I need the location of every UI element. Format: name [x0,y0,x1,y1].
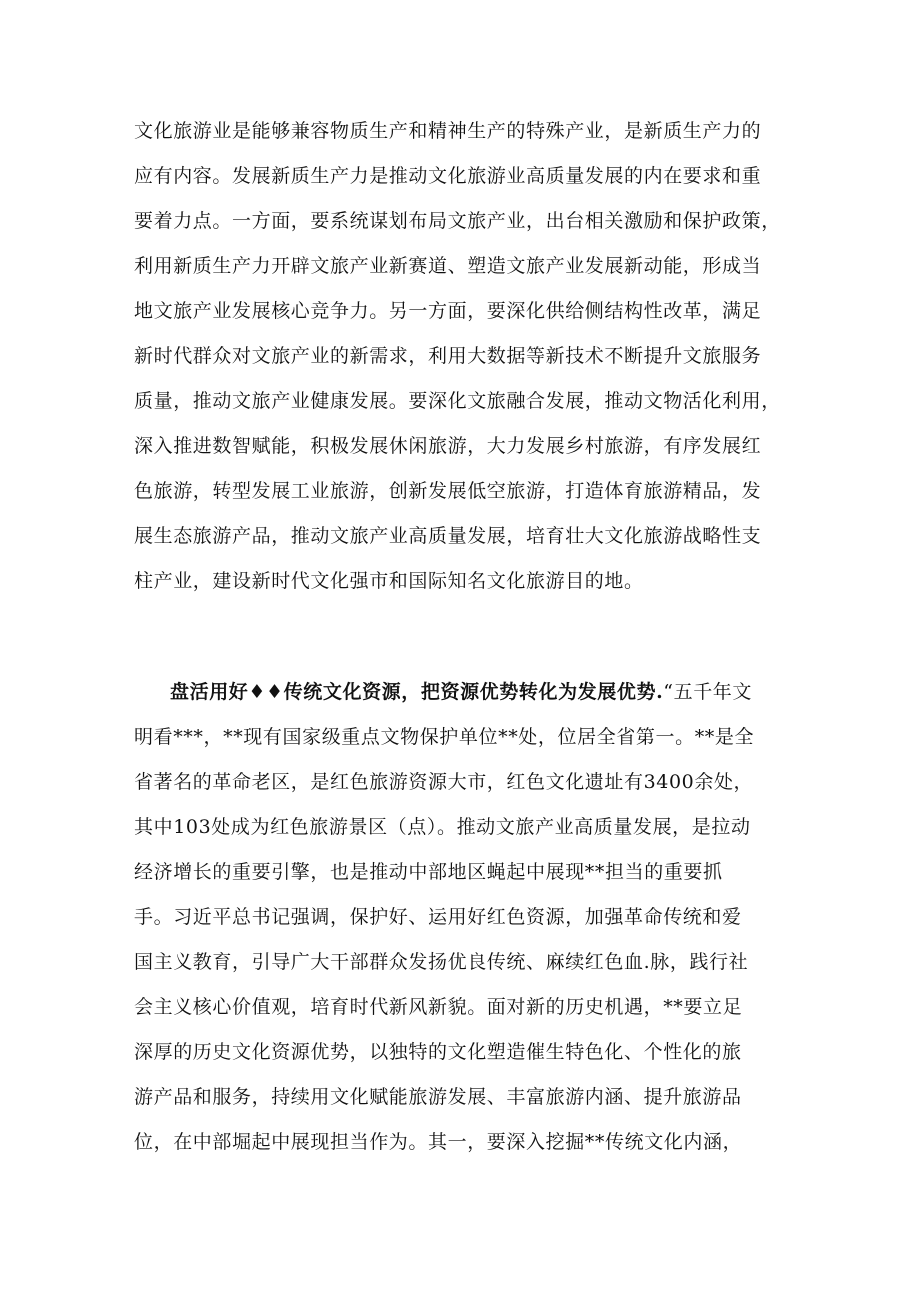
section-heading: 盘活用好♦♦传统文化资源，把资源优势转化为发展优势. [170,681,664,703]
paragraph-1-line: 新时代群众对文旅产业的新需求，利用大数据等新技术不断提升文旅服务 [134,345,762,367]
paragraph-1-line: 色旅游，转型发展工业旅游，创新发展低空旅游，打造体育旅游精品，发 [134,480,762,502]
paragraph-1-line: 要着力点。一方面，要系统谋划布局文旅产业，出台相关激励和保护政策， [134,210,781,232]
paragraph-2-line: 国主义教育，引导广大干部群众发扬优良传统、麻续红色血.脉，践行社 [134,951,749,973]
paragraph-2-line: 手。习近平总书记强调，保护好、运用好红色资源，加强革命传统和爱 [134,906,742,928]
paragraph-1-line: 利用新质生产力开辟文旅产业新赛道、塑造文旅产业发展新动能，形成当 [134,255,762,277]
paragraph-2-line: 深厚的历史文化资源优势，以独特的文化塑造催生特色化、个性化的旅 [134,1041,742,1063]
paragraph-2-line: 省著名的革命老区，是红色旅游资源大市，红色文化遗址有3400余处， [134,771,754,793]
paragraph-2-line: 经济增长的重要引擎，也是推动中部地区蝇起中展现**担当的重要抓 [134,861,723,883]
paragraph-1-line: 质量，推动文旅产业健康发展。要深化文旅融合发展，推动文物活化利用， [134,390,781,412]
paragraph-2-line: 位，在中部堀起中展现担当作为。其一，要深入挖掘**传统文化内涵， [134,1131,743,1153]
paragraph-1-line: 文化旅游业是能够兼容物质生产和精神生产的特殊产业，是新质生产力的 [134,120,762,142]
paragraph-2-line: 游产品和服务，持续用文化赋能旅游发展、丰富旅游内涵、提升旅游品 [134,1086,742,1108]
paragraph-1-line: 展生态旅游产品，推动文旅产业高质量发展，培育壮大文化旅游战略性支 [134,525,762,547]
paragraph-2-line: 其中103处成为红色旅游景区（点）。推动文旅产业高质量发展，是拉动 [134,816,751,838]
paragraph-2-first-line-rest: “五千年文 [663,681,753,703]
paragraph-2-line: 会主义核心价值观，培育时代新风新貌。面对新的历史机遇，**要立足 [134,996,743,1018]
paragraph-1-line: 地文旅产业发展核心竞争力。另一方面，要深化供给侧结构性改革，满足 [134,300,762,322]
paragraph-1-line: 应有内容。发展新质生产力是推动文化旅游业高质量发展的内在要求和重 [134,165,762,187]
paragraph-2-line: 明看***，**现有国家级重点文物保护单位**处，位居全省第一。**是全 [134,726,755,748]
paragraph-1-line: 深入推进数智赋能，积极发展休闲旅游，大力发展乡村旅游，有序发展红 [134,435,762,457]
paragraph-1-line: 柱产业，建设新时代文化强市和国际知名文化旅游目的地。 [134,570,644,592]
paragraph-2-first-line [170,679,752,705]
